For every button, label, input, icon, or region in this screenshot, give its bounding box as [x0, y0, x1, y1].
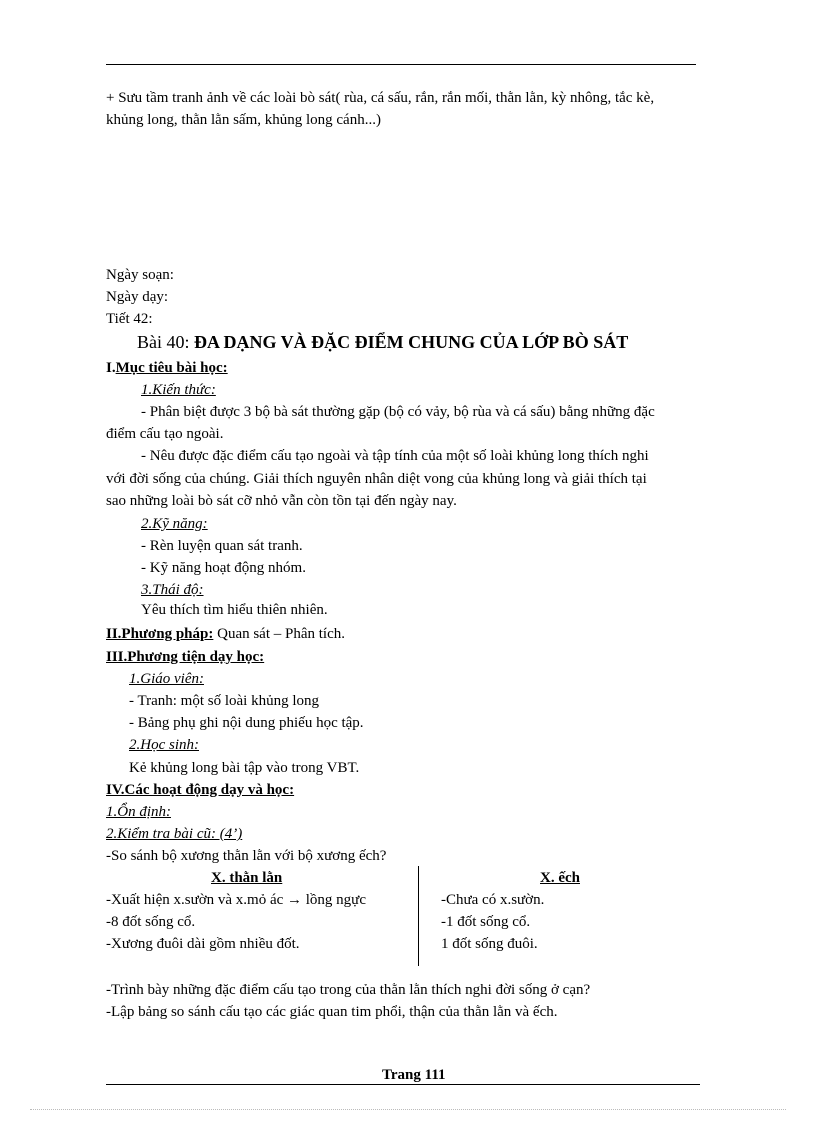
kien-thuc-heading: 1.Kiến thức:	[141, 382, 216, 398]
section2-text: Quan sát – Phân tích.	[213, 626, 346, 642]
footer-rule	[106, 1084, 700, 1085]
table-right-row-3: 1 đốt sống đuôi.	[441, 936, 538, 952]
question-3: -Lập bảng so sánh cấu tạo các giác quan tim phổi, thận của thằn lằn và ếch.	[106, 1004, 558, 1020]
table-right-row-2: -1 đốt sống cổ.	[441, 914, 531, 930]
kt-p2-line2: với đời sống của chúng. Giải thích nguyên nhân diệt vong của khủng long và giải thích tại	[106, 471, 647, 487]
section2-heading: II.Phương pháp:	[106, 626, 214, 642]
kt-p1-line2: điểm cấu tạo ngoài.	[106, 426, 224, 442]
question-2: -Trình bày những đặc điểm cấu tạo trong của thằn lằn thích nghi đời sống ở cạn?	[106, 982, 591, 998]
table-left-row-2: -8 đốt sống cổ.	[106, 914, 196, 930]
kiem-tra-heading: 2.Kiểm tra bài cũ: (4’)	[106, 826, 243, 842]
page-number: Trang 111	[382, 1067, 446, 1083]
gv-item-1: - Tranh: một số loài khủng long	[129, 693, 320, 709]
table-left-row-3: -Xương đuôi dài gồm nhiều đốt.	[106, 936, 300, 952]
hoc-sinh-heading: 2.Học sinh:	[129, 737, 199, 753]
td-item-1: Yêu thích tìm hiểu thiên nhiên.	[141, 602, 328, 618]
table-right-row-1: -Chưa có x.sườn.	[441, 892, 545, 908]
lesson-label: Bài 40:	[137, 332, 190, 352]
table-divider	[418, 866, 419, 966]
gv-item-2: - Bảng phụ ghi nội dung phiếu học tập.	[129, 715, 364, 731]
giao-vien-heading: 1.Giáo viên:	[129, 671, 204, 687]
kn-item-2: - Kỹ năng hoạt động nhóm.	[141, 560, 306, 576]
tiet: Tiết 42:	[106, 311, 153, 327]
section3-heading: III.Phương tiện dạy học:	[106, 649, 265, 665]
ngay-day: Ngày dạy:	[106, 289, 169, 305]
lesson-name: ĐA DẠNG VÀ ĐẶC ĐIỂM CHUNG CỦA LỚP BÒ SÁT	[194, 332, 629, 352]
thai-do-heading: 3.Thái độ:	[141, 582, 204, 598]
section1-heading	[106, 359, 228, 377]
ky-nang-heading: 2.Kỹ năng:	[141, 516, 208, 532]
intro-line-2: khủng long, thằn lằn sấm, khủng long cánh...)	[106, 112, 381, 128]
table-right-head: X. ếch	[540, 870, 580, 886]
table-left-head: X. thằn lằn	[211, 870, 283, 886]
kn-item-1: - Rèn luyện quan sát tranh.	[141, 538, 303, 554]
hs-item-1: Kẻ khủng long bài tập vào trong VBT.	[129, 760, 360, 776]
header-rule	[106, 64, 696, 65]
section4-heading: IV.Các hoạt động dạy và học:	[106, 782, 295, 798]
question-1: -So sánh bộ xương thằn lằn với bộ xương ếch?	[106, 848, 387, 864]
section1-prefix: I.	[106, 360, 116, 376]
page-edge-dots	[30, 1109, 786, 1110]
lesson-title	[137, 333, 628, 351]
section2	[106, 625, 345, 643]
ngay-soan: Ngày soạn:	[106, 267, 174, 283]
kt-p2-line1: - Nêu được đặc điểm cấu tạo ngoài và tập tính của một số loài khủng long thích nghi	[141, 448, 649, 464]
section1-title: Mục tiêu bài học:	[115, 360, 228, 376]
table-left-row-1: -Xuất hiện x.sườn và x.mỏ ác → lồng ngực	[106, 892, 366, 908]
kt-p1-line1: - Phân biệt được 3 bộ bà sát thường gặp (bộ có vảy, bộ rùa và cá sấu) bằng những đặc	[141, 404, 655, 420]
intro-line-1: + Sưu tầm tranh ảnh về các loài bò sát( rùa, cá sấu, rắn, rắn mối, thằn lằn, kỳ nhông, tắc kè,	[106, 90, 655, 106]
kt-p2-line3: sao những loài bò sát cỡ nhỏ vẫn còn tồn tại đến ngày nay.	[106, 493, 457, 509]
on-dinh-heading: 1.Ổn định:	[106, 804, 171, 820]
